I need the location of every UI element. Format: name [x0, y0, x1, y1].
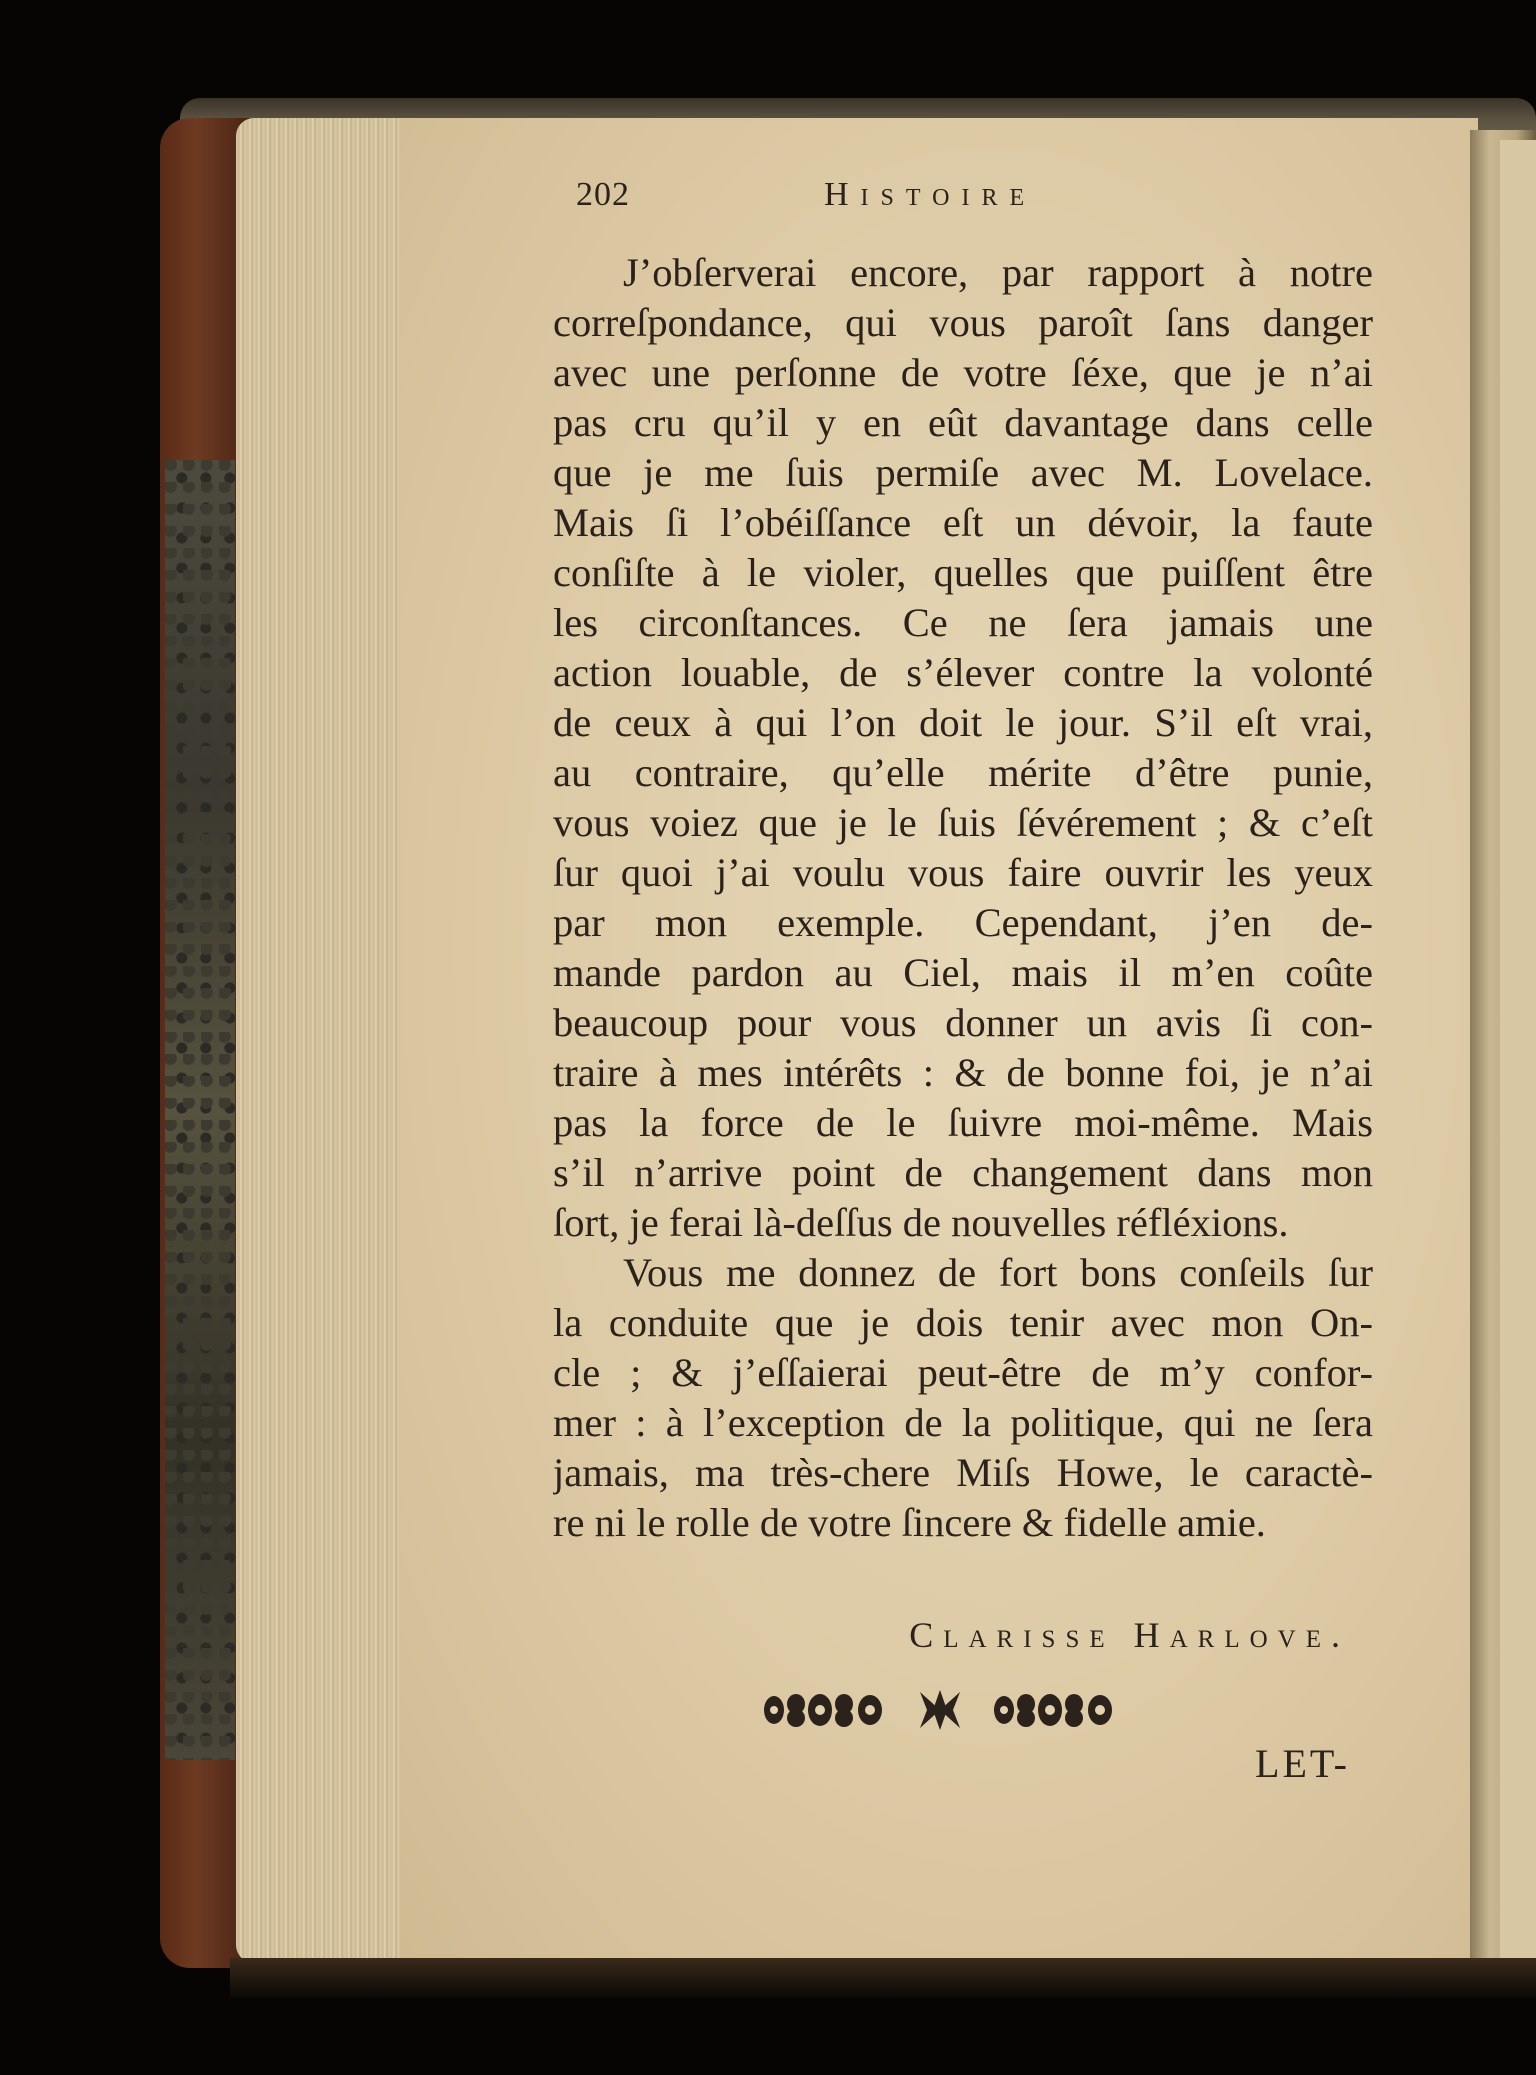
text-line: Mais ſi l’obéiſſance eſt un dévoir, la faute: [553, 500, 1373, 545]
text-line: pas la force de le ſuivre moi-même. Mais: [553, 1100, 1373, 1145]
text-line: mande pardon au Ciel, mais il m’en coûte: [553, 950, 1373, 995]
text-line: jamais, ma très-chere Miſs Howe, le caractè-: [553, 1450, 1373, 1495]
text-line: la conduite que je dois tenir avec mon On-: [553, 1300, 1373, 1345]
text-line: pas cru qu’il y en eût davantage dans celle: [553, 400, 1373, 445]
text-line: vous voiez que je le ſuis ſévérement ; & c’eſt: [553, 800, 1373, 845]
text-line: conſiſte à le violer, quelles que puiſſent être: [553, 550, 1373, 595]
text-line: cle ; & j’eſſaierai peut-être de m’y confor-: [553, 1350, 1373, 1395]
text-line: traire à mes intérêts : & de bonne foi, je n’ai: [553, 1050, 1373, 1095]
page-header: [560, 176, 1120, 226]
text-line: avec une perſonne de votre ſéxe, que je n’ai: [553, 350, 1373, 395]
printers-ornament: [760, 1680, 1120, 1740]
text-line: ſur quoi j’ai voulu vous faire ouvrir les yeux: [553, 850, 1373, 895]
text-line: que je me ſuis permiſe avec M. Lovelace.: [553, 450, 1373, 495]
text-line: beaucoup pour vous donner un avis ſi con-: [553, 1000, 1373, 1045]
page-number: 202: [576, 176, 630, 213]
page-edges: [236, 118, 408, 1963]
book-bottom-shadow: [230, 1958, 1536, 1998]
text-line: les circonſtances. Ce ne ſera jamais une: [553, 600, 1373, 645]
text-line: Vous me donnez de fort bons conſeils ſur: [623, 1250, 1373, 1295]
text-line: de ceux à qui l’on doit le jour. S’il eſt vrai,: [553, 700, 1373, 745]
text-line: s’il n’arrive point de changement dans mon: [553, 1150, 1373, 1195]
text-line: re ni le rolle de votre ſincere & fidelle amie.: [553, 1500, 1266, 1545]
ornament-center-icon: [915, 1688, 965, 1732]
text-line: correſpondance, qui vous paroît ſans danger: [553, 300, 1373, 345]
ornament-right-icon: [990, 1688, 1120, 1732]
running-title: Histoire: [824, 176, 1037, 213]
text-line: action louable, de s’élever contre la volonté: [553, 650, 1373, 695]
book-cover-marbled-board: [165, 460, 235, 1760]
text-line: mer : à l’exception de la politique, qui ne ſera: [553, 1400, 1373, 1445]
text-line: ſort, je ferai là-deſſus de nouvelles réfléxions.: [553, 1200, 1289, 1245]
text-line: par mon exemple. Cependant, j’en de-: [553, 900, 1373, 945]
facing-page-edge: [1500, 140, 1536, 1960]
text-line: J’obſerverai encore, par rapport à notre: [623, 250, 1373, 295]
ornament-left-icon: [760, 1688, 890, 1732]
signature: Clarisse Harlove.: [909, 1615, 1350, 1655]
body-text: [553, 248, 1373, 1548]
catchword: LET-: [1255, 1741, 1350, 1786]
text-line: au contraire, qu’elle mérite d’être punie,: [553, 750, 1373, 795]
